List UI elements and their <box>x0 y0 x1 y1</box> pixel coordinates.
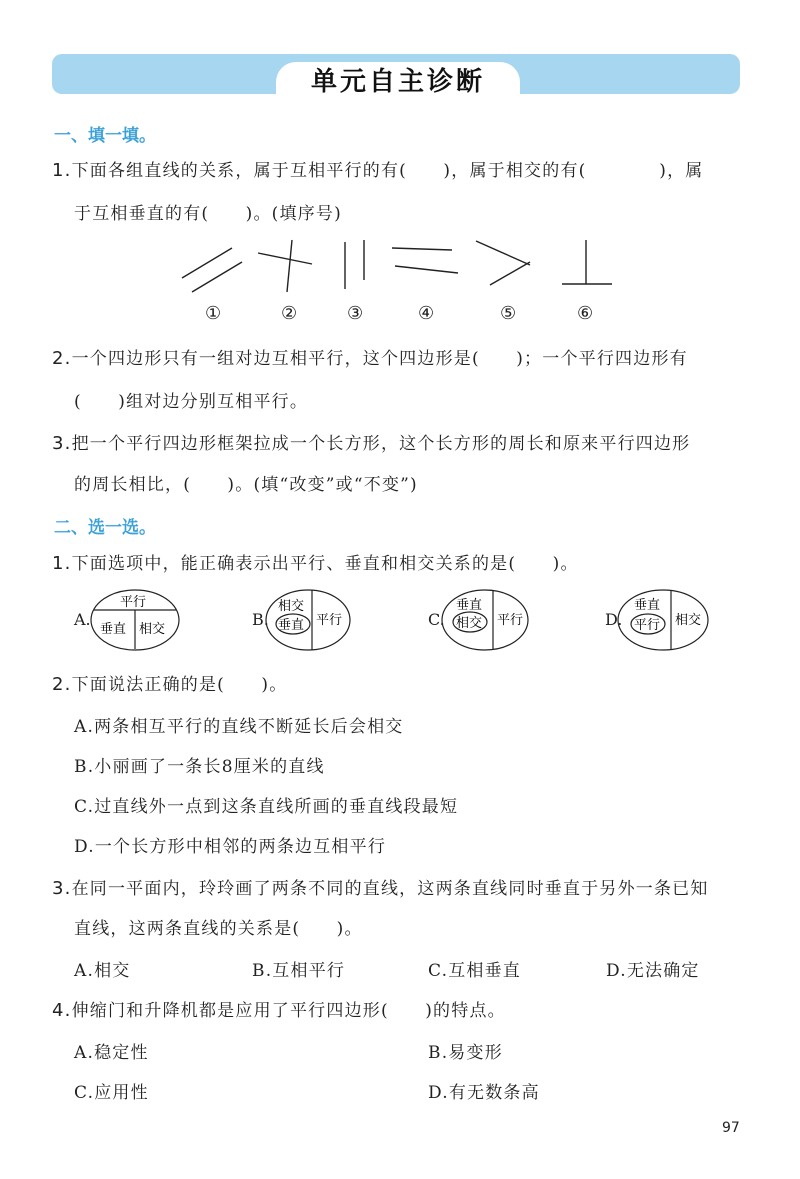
question-1-2-line1 <box>52 344 688 369</box>
q2-option-c: C.过直线外一点到这条直线所画的垂直线段最短 <box>74 797 459 817</box>
figure-label-5: ⑤ <box>500 303 517 324</box>
question-1-1-line1 <box>52 156 704 181</box>
venn-option-c-letter: C. <box>428 610 445 629</box>
q3-option-c: C.互相垂直 <box>428 961 522 981</box>
question-number: 3. <box>52 878 72 899</box>
q3-option-a: A.相交 <box>74 961 131 981</box>
venn-option-d-letter: D. <box>605 610 623 629</box>
venn-b-inner-bottom: 垂直 <box>278 618 305 633</box>
q2-option-a: A.两条相互平行的直线不断延长后会相交 <box>74 717 404 737</box>
question-text: 在同一平面内，玲玲画了两条不同的直线，这两条直线同时垂直于另外一条已知 <box>71 879 709 899</box>
q4-option-b: B.易变形 <box>428 1043 503 1063</box>
venn-option-b <box>266 588 356 652</box>
venn-a-left: 垂直 <box>100 622 127 637</box>
figure-3-parallel-vertical <box>345 240 364 289</box>
figure-label-6: ⑥ <box>577 303 594 324</box>
figure-4-nearly-parallel <box>392 248 458 273</box>
venn-b-inner-top: 相交 <box>278 599 305 614</box>
venn-d-inner-top: 垂直 <box>634 598 661 613</box>
figure-1-parallel-slanted <box>182 248 242 292</box>
venn-option-a <box>90 588 190 652</box>
line-relations-figure <box>0 235 800 295</box>
question-2-2 <box>52 670 287 695</box>
page-number: 97 <box>722 1120 740 1136</box>
question-number: 1. <box>52 553 72 574</box>
q2-option-b: B.小丽画了一条长8厘米的直线 <box>74 757 325 777</box>
question-text: 下面说法正确的是( )。 <box>71 675 288 695</box>
venn-option-a-letter: A. <box>74 610 91 629</box>
figure-label-3: ③ <box>347 303 364 324</box>
question-number: 2. <box>52 348 72 369</box>
venn-option-b-letter: B. <box>252 610 269 629</box>
question-1-1-line2: 于互相垂直的有( )。(填序号) <box>74 204 342 224</box>
question-1-3-line1 <box>52 429 690 454</box>
figure-label-2: ② <box>281 303 298 324</box>
question-2-3-line1 <box>52 874 709 899</box>
question-number: 3. <box>52 433 72 454</box>
q4-option-d: D.有无数条高 <box>428 1083 540 1103</box>
venn-c-inner-bottom: 相交 <box>456 616 483 631</box>
question-2-3-line2: 直线，这两条直线的关系是( )。 <box>74 919 363 939</box>
q2-option-d: D.一个长方形中相邻的两条边互相平行 <box>74 837 387 857</box>
figure-5-intersecting <box>476 241 530 285</box>
question-text: 一个四边形只有一组对边互相平行，这个四边形是( )；一个平行四边形有 <box>71 349 688 369</box>
q4-option-c: C.应用性 <box>74 1083 149 1103</box>
question-number: 1. <box>52 160 72 181</box>
question-number: 4. <box>52 1000 72 1021</box>
venn-a-top: 平行 <box>120 595 147 610</box>
venn-c-right: 平行 <box>497 613 524 628</box>
venn-b-right: 平行 <box>316 613 343 628</box>
q4-option-a: A.稳定性 <box>74 1043 149 1063</box>
question-1-3-line2: 的周长相比，( )。(填“改变”或“不变”) <box>74 475 418 495</box>
question-text: 下面各组直线的关系，属于互相平行的有( )，属于相交的有( )，属 <box>71 161 704 181</box>
q3-option-d: D.无法确定 <box>606 961 700 981</box>
question-2-4 <box>52 996 506 1021</box>
venn-d-right: 相交 <box>675 613 702 628</box>
q3-option-b: B.互相平行 <box>252 961 346 981</box>
question-1-2-line2: ( )组对边分别互相平行。 <box>74 392 309 412</box>
question-text: 伸缩门和升降机都是应用了平行四边形( )的特点。 <box>71 1001 506 1021</box>
question-text: 把一个平行四边形框架拉成一个长方形，这个长方形的周长和原来平行四边形 <box>71 434 691 454</box>
section-heading-choose: 二、选一选。 <box>54 518 156 538</box>
venn-c-inner-top: 垂直 <box>456 598 483 613</box>
figure-label-4: ④ <box>418 303 435 324</box>
figure-6-perpendicular <box>562 240 612 284</box>
venn-a-right: 相交 <box>139 622 166 637</box>
question-text: 下面选项中，能正确表示出平行、垂直和相交关系的是( )。 <box>71 554 579 574</box>
page-title: 单元自主诊断 <box>276 62 520 102</box>
venn-option-d <box>618 588 714 652</box>
venn-d-inner-bottom: 平行 <box>634 618 661 633</box>
venn-option-c <box>442 588 532 652</box>
section-heading-fill: 一、填一填。 <box>54 126 156 146</box>
question-number: 2. <box>52 674 72 695</box>
figure-2-crossing <box>258 240 312 292</box>
question-2-1 <box>52 549 579 574</box>
figure-label-1: ① <box>205 303 222 324</box>
